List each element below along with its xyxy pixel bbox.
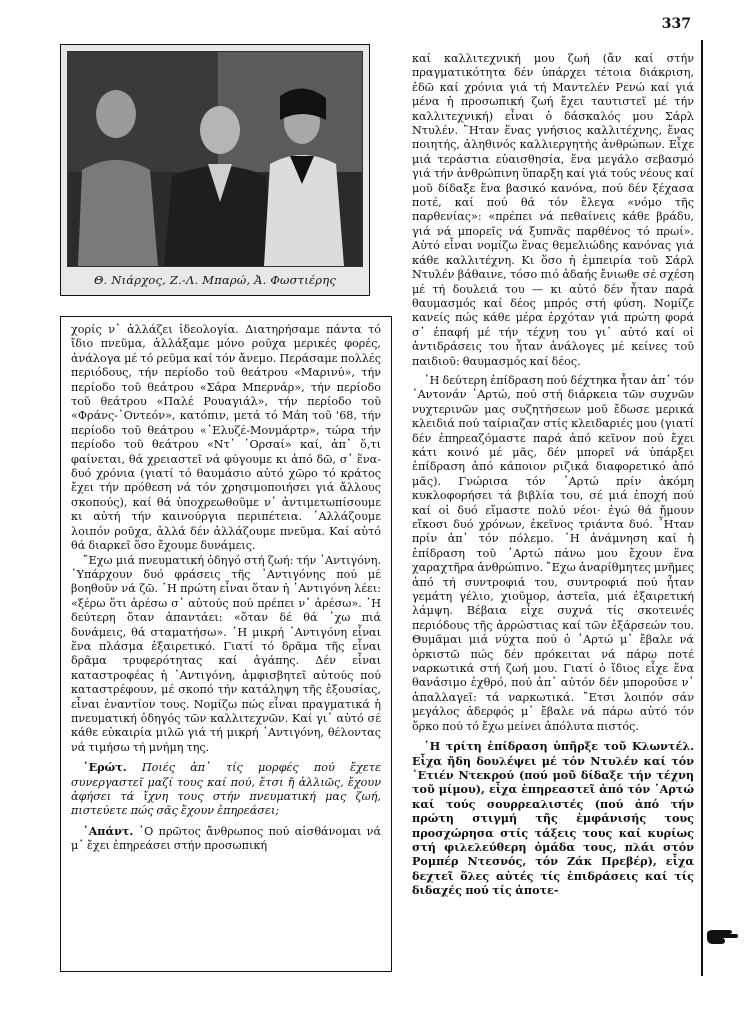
- interview-paragraph-1: χορίς ν᾽ ἀλλάζει ἰδεολογία. Διατηρήσαμε πάντα τό ἴδιο πνεῦμα, ἀλλάξαμε μόνο ροῦχα μερικές φορές, ἀνάλογα μέ τό ρεῦμα καί τόν ἄνεμο. Περάσαμε πολλές περιόδους, τήν περίοδο τοῦ θεάτρου «Μαρινύ», τήν περίοδο τοῦ θεάτρου «Σάρα Μπερνάρ», τήν περίοδο τοῦ θεάτρου «Παλέ Ρουαγιάλ», τήν περίοδο τοῦ «Φράνς-᾽Οντεόν», κατόπιν, μετά τό Μάη τοῦ '68, τήν περίοδο τοῦ θεάτρου «᾽Ελυζέ-Μονμάρτρ», τώρα τήν περίοδο τοῦ θεάτρου «Ντ᾽ ᾽Ορσαί» καί, ἀπ᾽ ὅ,τι φαίνεται, θά χρειαστεῖ νά φύγουμε κι ἀπό δῶ, σ᾽ ἕνα-δυό χρόνια (γιατί τό θαυμάσιο αὐτό χῶρο τό κράτος ἔχει τήν πρόθεση νά τόν χρησιμοποιήσει γιά ἄλλους σκοπούς), καί θά ὑποχρεωθοῦμε ν᾽ ἀντιμετωπίσουμε κι αὐτή τήν καινούργια περιπέτεια. ᾽Αλλάζουμε λοιπόν ροῦχα, ἀλλά δέν ἀλλάζουμε πνεῦμα. Καί αὐτό θά διαρκεῖ ὅσο ἔχουμε δυνάμεις.: [71, 323, 381, 553]
- question-label: ᾽Ερώτ.: [83, 760, 127, 775]
- answer-label: ᾽Απάντ.: [83, 823, 134, 838]
- question-text: Ποιές ἀπ᾽ τίς μορφές πού ἔχετε συνεργαστεῖ μαζί τους καί πού, ἔτσι ἤ ἀλλιῶς, ἔχουν ἀφήσει τά ἴχνη τους στήν πνευματική μας ζωή, πιστεύετε πώς σᾶς ἔχουν ἐπηρεάσει;: [71, 761, 381, 818]
- right-paragraph-3: ῾Η τρίτη ἐπίδραση ὑπῆρξε τοῦ Κλωντέλ. Εἶχα ἤδη δουλέψει μέ τόν Ντυλέν καί τόν ᾽Ετιέν Ντεκρού (πού μοῦ δίδαξε τήν τέχνη τοῦ μίμου), εἶχα ἐπηρεαστεῖ ἀπό τόν ᾽Αρτώ καί τούς σουρρεαλιστές (πού ἀπό τήν πρώτη στιγμή τῆς ἐμφάνισής τους προσχώρησα στίς τάξεις τους καί κυρίως στή φιλελεύθερη ὁμάδα τους, πλάι στόν Ρομπέρ Ντεσνός, τόν Ζάκ Πρεβέρ), εἶχα δεχτεῖ ὅλες αὐτές τίς ἐπιδράσεις καί τίς διδαχές πού τίς ἀποτε-: [412, 739, 694, 898]
- interview-paragraph-2: ῎Εχω μιά πνευματική ὁδηγό στή ζωή: τήν ᾽Αντιγόνη. ῾Υπάρχουν δυό φράσεις τῆς ᾽Αντιγόνης πού μέ βοηθοῦν νά ζῶ. ῾Η πρώτη εἶναι ὅταν ἡ ᾽Αντιγόνη λέει: «ξέρω ὅτι ἀρέσω σ᾽ αὐτούς πού πρέπει ν᾽ ἀρέσω». ῾Η δεύτερη ὅταν ἀπαντάει: «ὅταν δέ θά ᾽χω πιά δυνάμεις, θά σταματήσω». ῾Η μικρή ᾽Αντιγόνη εἶναι ἕνα πλάσμα ἐξαιρετικό. Γιατί τό δρᾶμα τῆς εἶναι δρᾶμα τρυφερότητας καί ἀγάπης. Δέν εἶναι καταστροφέας ἡ ᾽Αντιγόνη, ἀμφισβητεῖ αὐτούς πού καταστρέφουν, μέ σκοπό τήν κατάληψη τῆς ἐξουσίας, εἶναι ἐναντίον τους. Νομίζω πώς εἶναι πραγματικά ἡ πνευματική ὁδηγός τῶν καλλιτεχνῶν. Καί γι᾽ αὐτό σέ κάθε εὐκαιρία μιλῶ γιά τή μικρή ᾽Αντιγόνη, θέλοντας νά τιμήσω τή μνήμη της.: [71, 553, 381, 754]
- right-paragraph-1: καί καλλιτεχνική μου ζωή (ἄν καί στήν πραγματικότητα δέν ὑπάρχει τέτοια διάκριση, ἐδῶ καί χρόνια γιά τή Μαντελέν Ρενώ καί γιά μένα ἡ προσωπική ζωή ἔχει ταυτιστεῖ μέ τήν καλλιτεχνική) εἶναι ὁ δάσκαλός μου Σάρλ Ντυλέν. ῞Ηταν ἕνας γνήσιος καλλιτέχνης, ἕνας ποιητής, ἀληθινός καλλιεργητής ἀνθρώπων. Εἶχε μιά τεράστια εὐαισθησία, ἕνα μεγάλο σεβασμό γιά τήν ἀνθρώπινη ὕπαρξη καί γιά τούς νέους καί μοῦ δίδαξε ἕνα βασικό κανόνα, πού δέν ξέχασα ποτέ, καί πού θά τόν ἔλεγα «νόμο τῆς παρθενίας»: «πρέπει νά πεθαίνεις κάθε βράδυ, γιά νά μπορεῖς νά ξυπνᾶς παρθένος τό πρωί». Αὐτό εἶναι νομίζω ἕνας θεμελιώδης κανόνας γιά κάθε καλλιτέχνη. Κι ὅσο ἡ ἐμπειρία τοῦ Σάρλ Ντυλέν βάθαινε, τόσο πιό ἀδαής ἔνιωθε σέ σχέση μέ τή δουλειά του — κι αὐτό δέν ἦταν παρά θαυμασμός καί δέος μπρός στή φύση. Νομίζε κανείς πώς κάθε μέρα ἐρχόταν γιά πρώτη φορά σ᾽ ἐπαφή μέ τήν τέχνη του γι᾽ αὐτό καί οἱ ἀντιδράσεις του ἦταν ἀνάλογες μέ κείνες τοῦ παιδιοῦ: θαυμασμός καί δέος.: [412, 52, 694, 368]
- photo-caption: Θ. Νιάρχος, Ζ.-Λ. Μπαρώ, Ἀ. Φωστιέρης: [94, 273, 336, 287]
- photo-figure: [60, 44, 370, 296]
- answer-text: ῾Ο πρῶτος ἄνθρωπος πού αἰσθάνομαι νά μ᾽ ἔχει ἐπηρεάσει στήν προσωπική: [71, 824, 382, 853]
- interview-box: [60, 316, 392, 972]
- page-number: 337: [661, 16, 691, 32]
- interview-answer: [71, 824, 381, 854]
- group-photo: [67, 51, 363, 267]
- interview-question: [71, 760, 381, 819]
- right-column: [412, 52, 694, 980]
- right-paragraph-2: ῾Η δεύτερη ἐπίδραση πού δέχτηκα ἦταν ἀπ᾽ τόν ᾽Αντονάν ᾽Αρτώ, πού στή διάρκεια τῶν συχνῶν νυχτερινῶν μας συζητήσεων μοῦ ἔδωσε μερικά κλειδιά πού ταίριαζαν στίς κλειδαριές μου (γιατί δέν ἐπηρεαζόμαστε παρά ἀπό κεῖνον πού ἔχει κάτι κοινό μέ μᾶς, δέν μπορεῖ νά ὑπάρξει ἐπίδραση ἀπό κάποιον ριζικά διαφορετικό ἀπό μᾶς). Γνώρισα τόν ᾽Αρτώ πρίν ἀκόμη κυκλοφορήσει τά βιβλία του, σέ μιά ἐποχή πού καί οἱ δυό εἴμαστε πολύ νέοι· ἐγώ θά ἤμουν εἴκοσι δυό χρόνων, ἐκεῖνος τριάντα δυό. ῏Ηταν πρίν ἀπ᾽ τόν πόλεμο. ῾Η ἀνάμνηση καί ἡ ἐπίδραση τοῦ ᾽Αρτώ πάνω μου ἔχουν ἕνα χαραχτῆρα ἀνθρώπινο. ῎Εχω ἀναρίθμητες μνῆμες ἀπό τή συντροφιά του, συντροφιά πού ἦταν γεμάτη γέλιο, χιοῦμορ, ἀστεῖα, μιά ἐξαιρετική λάμψη. Βέβαια εἶχε συχνά τίς σκοτεινές περιόδους τῆς ἀρρώστιας καί τῶν ἐξάρσεών του. Θυμᾶμαι μιά νύχτα πού ὁ ᾽Αρτώ μ᾽ ἔβαλε νά ὁρκιστῶ πώς δέν πρόκειται νά πάρω ποτέ ναρκωτικά στή ζωή μου. Γιατί ὁ ἴδιος εἶχε ἕνα θανάσιμο ἐχθρό, πού ἀπ᾽ αὐτόν δέν μποροῦσε ν᾽ ἀπαλλαγεῖ: τά ναρκωτικά. ῎Ετσι λοιπόν σάν μεγάλος ἀδερφός μ᾽ ἔβαλε νά πάρω αὐτό τόν ὅρκο πού τό ἔχω μείνει ἀπόλυτα πιστός.: [412, 373, 694, 733]
- pointing-hand-icon: [705, 926, 739, 948]
- column-rule: [701, 40, 703, 976]
